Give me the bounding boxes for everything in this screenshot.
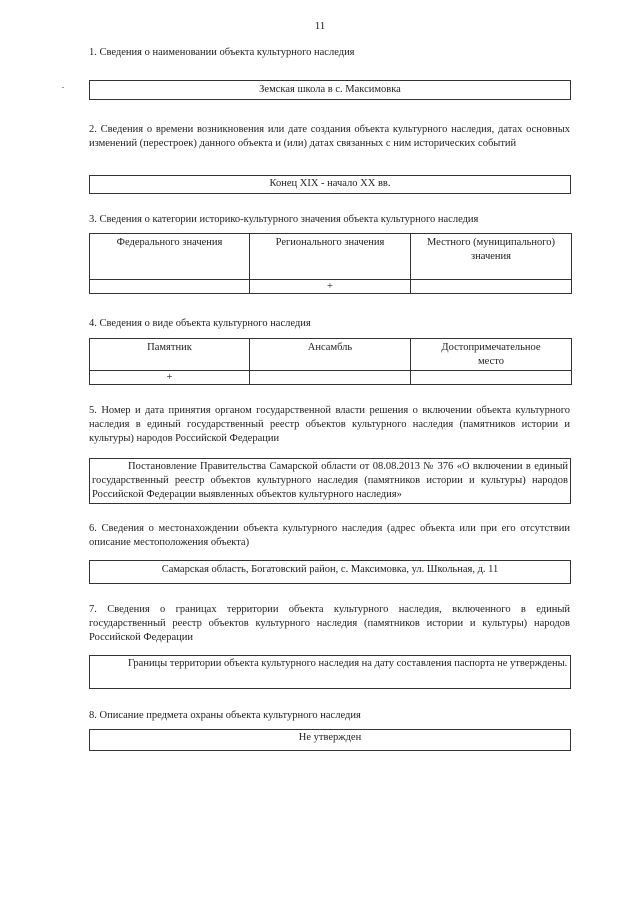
column-regional: Регионального значения <box>250 234 411 280</box>
column-landmark: Достопримечательное место <box>411 339 572 371</box>
section-1-value: Земская школа в с. Максимовка <box>259 84 401 95</box>
section-3-table <box>89 233 572 294</box>
section-3-heading: 3. Сведения о категории историко-культурного значения объекта культурного наследия <box>89 214 479 225</box>
section-7-value: Границы территории объекта культурного наследия на дату составления паспорта не утверждены. <box>128 658 568 669</box>
section-2-value: Конец XIX - начало XX вв. <box>269 178 391 189</box>
section-6-box <box>89 560 571 584</box>
section-5-box <box>89 458 571 504</box>
section-4-mark-row <box>90 370 572 384</box>
section-3-mark-row <box>90 280 572 294</box>
section-8-value: Не утвержден <box>298 732 362 743</box>
section-7-heading: 7. Сведения о границах территории объекта культурного наследия, включенного в единый государственный реестр объектов культурного наследия (памятников истории и культуры) народов Российской Федерации <box>89 604 570 643</box>
column-monument: Памятник <box>90 339 250 371</box>
mark-ensemble <box>250 370 411 384</box>
mark-landmark <box>411 370 572 384</box>
section-5-value: Постановление Правительства Самарской области от 08.08.2013 № 376 «О включении в единый государственный реестр объектов культурного наследия (памятников истории и культуры) народов Российской Федерации выявленных объектов культурного наследия» <box>92 461 568 500</box>
section-8-box <box>89 729 571 751</box>
section-4-header-row <box>90 339 572 371</box>
section-2-box <box>89 175 571 194</box>
column-federal: Федерального значения <box>90 234 250 280</box>
section-8-heading: 8. Описание предмета охраны объекта культурного наследия <box>89 710 361 721</box>
column-ensemble: Ансамбль <box>250 339 411 371</box>
section-1-box <box>89 80 571 100</box>
section-6-value: Самарская область, Богатовский район, с. Максимовка, ул. Школьная, д. 11 <box>161 564 499 575</box>
section-7-box <box>89 655 571 689</box>
page-number: 11 <box>314 20 326 32</box>
mark-local <box>411 280 572 294</box>
column-local: Местного (муниципального) значения <box>411 234 572 280</box>
mark-regional: + <box>250 280 411 294</box>
mark-monument: + <box>90 370 250 384</box>
margin-mark <box>62 87 64 88</box>
section-3-header-row <box>90 234 572 280</box>
section-6-heading: 6. Сведения о местонахождении объекта культурного наследия (адрес объекта или при его отсутствии описание местоположения объекта) <box>89 523 570 548</box>
section-1-heading: 1. Сведения о наименовании объекта культурного наследия <box>89 47 355 58</box>
section-4-table <box>89 338 572 385</box>
mark-federal <box>90 280 250 294</box>
section-4-heading: 4. Сведения о виде объекта культурного наследия <box>89 318 311 329</box>
section-2-heading: 2. Сведения о времени возникновения или дате создания объекта культурного наследия, датах основных изменений (перестроек) данного объекта и (или) датах связанных с ним исторических событий <box>89 124 570 149</box>
section-5-heading: 5. Номер и дата принятия органом государственной власти решения о включении объекта культурного наследия в единый государственный реестр объектов культурного наследия (памятников истории и культуры) народов Российской Федерации <box>89 405 570 444</box>
